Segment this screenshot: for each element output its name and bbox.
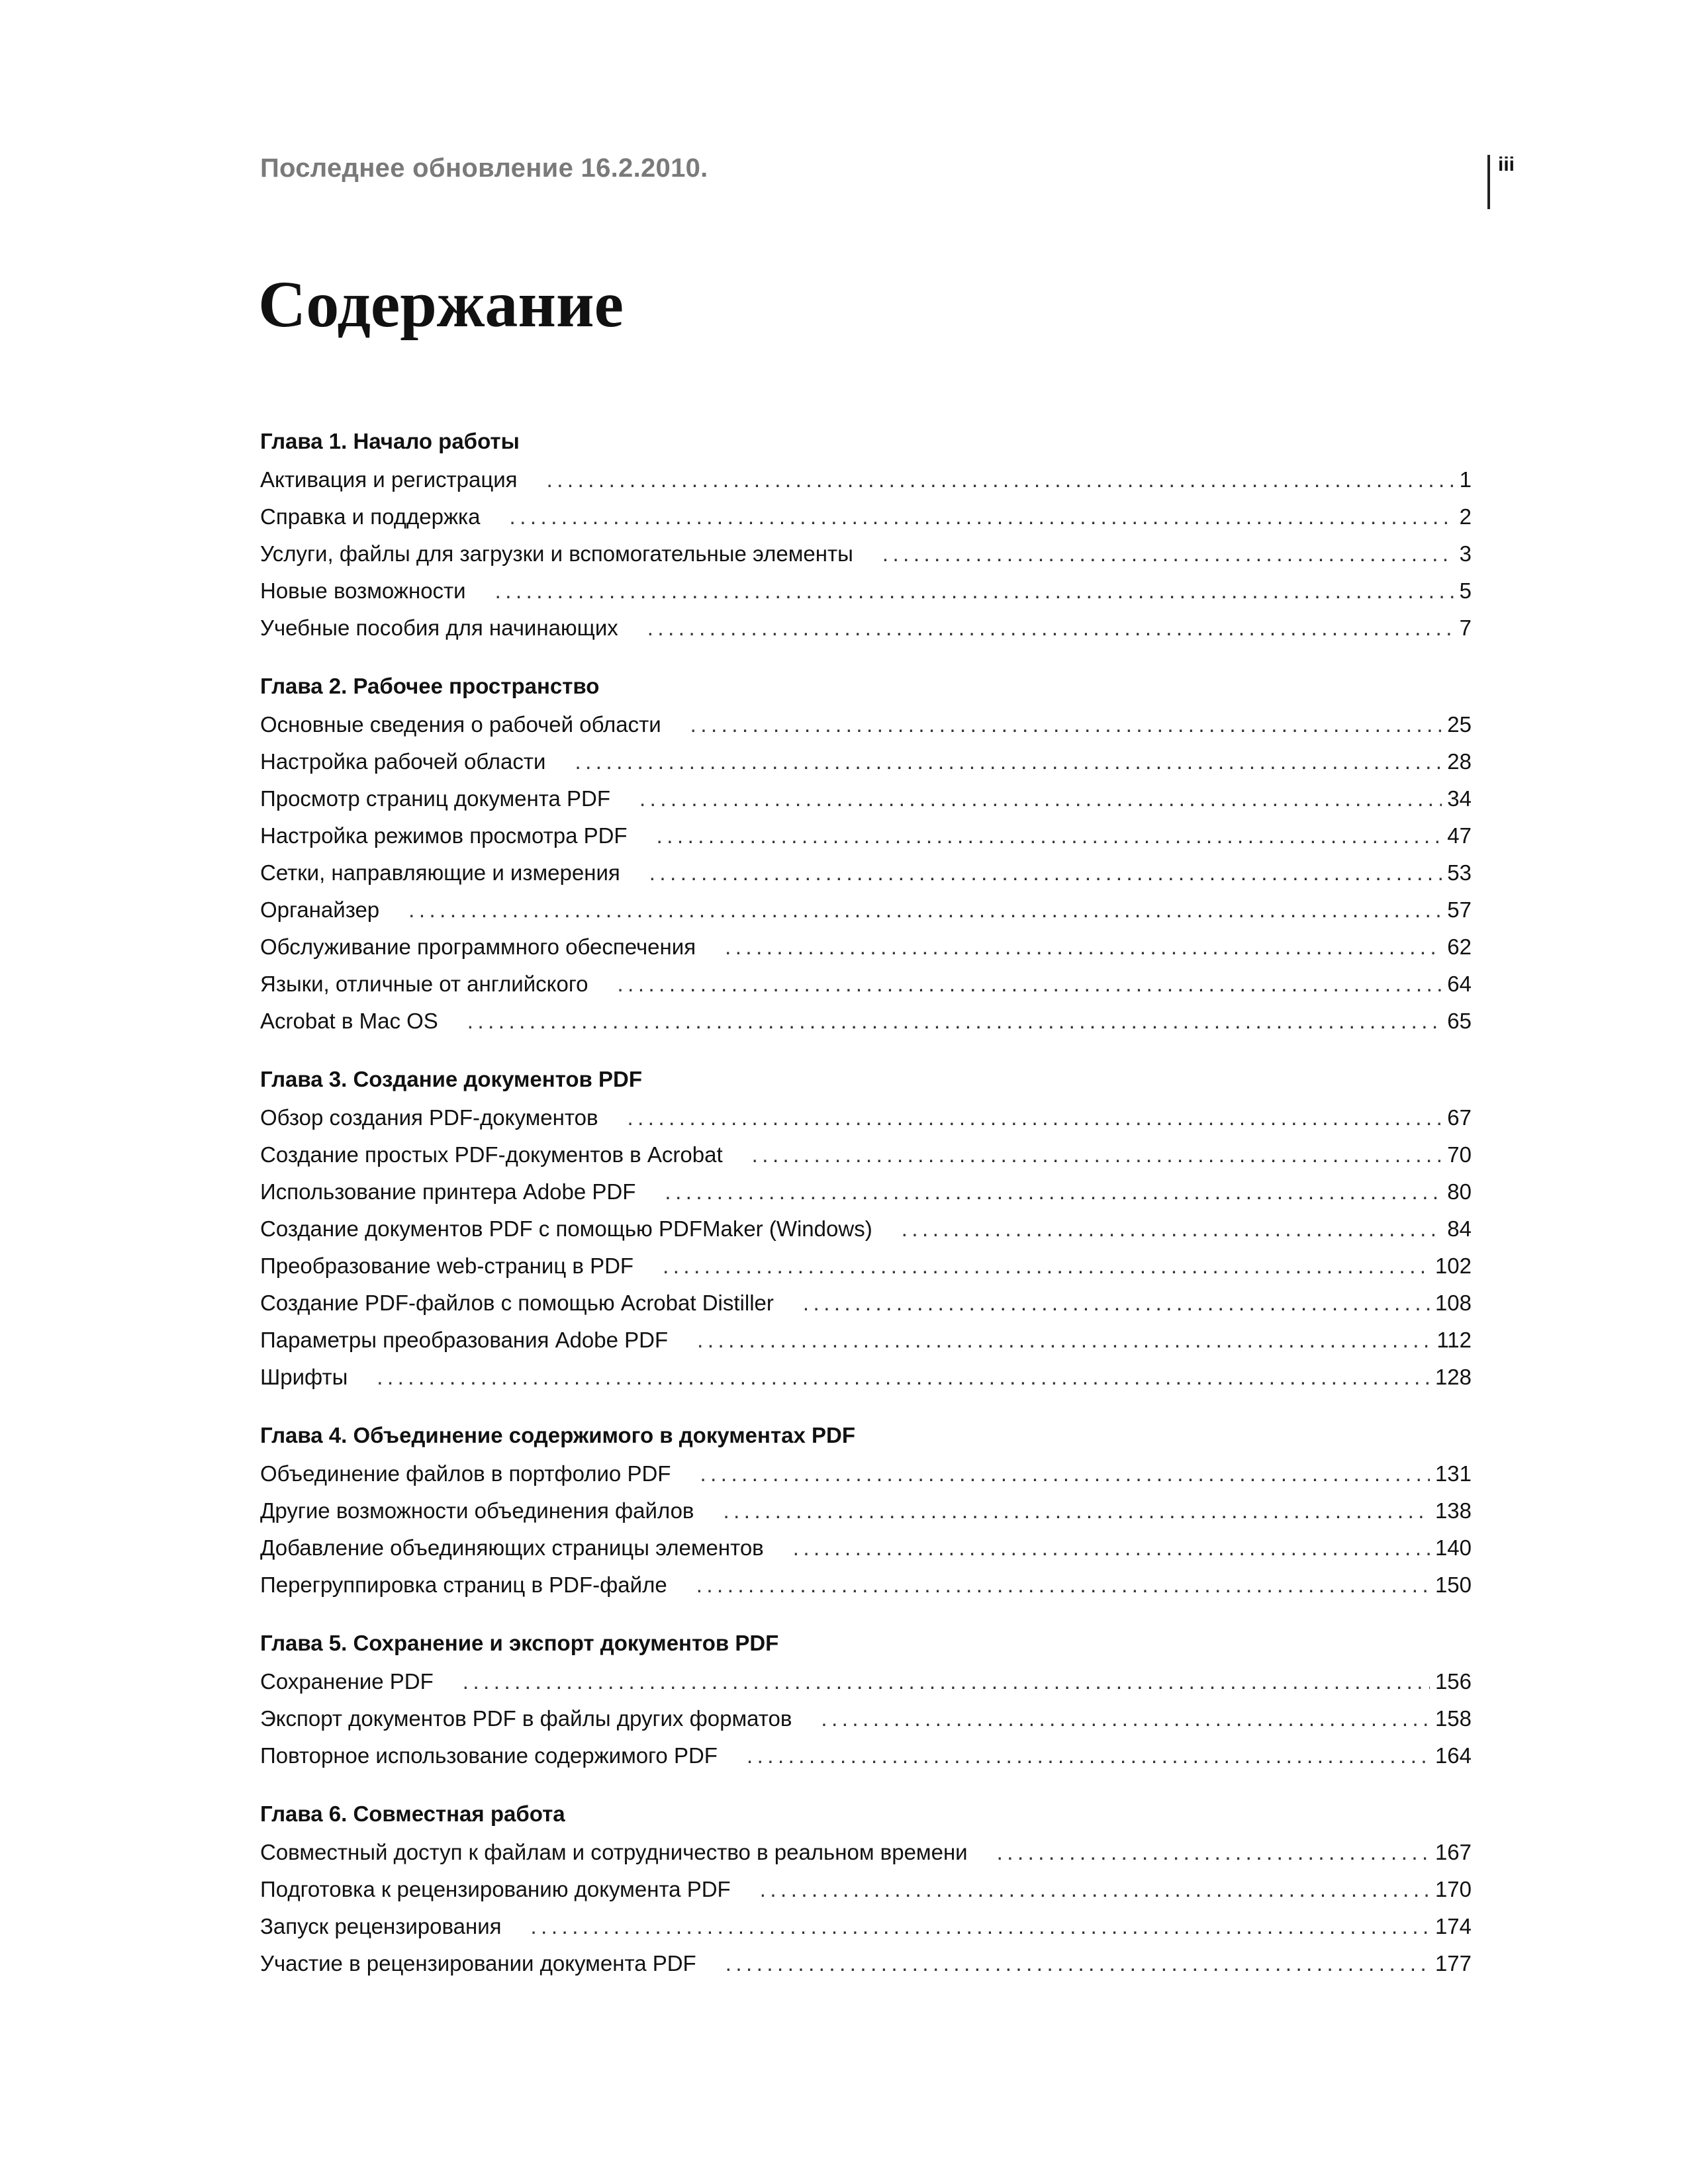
toc-entry[interactable] <box>260 1871 1472 1908</box>
dot-leader <box>510 498 1454 535</box>
toc-entry-page-number: 84 <box>1447 1216 1472 1241</box>
toc-entry[interactable] <box>260 610 1472 647</box>
toc-entry[interactable] <box>260 929 1472 966</box>
toc-entry-page-number: 64 <box>1447 972 1472 996</box>
toc-entry[interactable] <box>260 535 1472 572</box>
toc-entry-label: Совместный доступ к файлам и сотрудничество в реальном времени <box>260 1840 968 1864</box>
toc-entry[interactable] <box>260 706 1472 743</box>
toc-entry[interactable] <box>260 1322 1472 1359</box>
toc-entry-page-number: 7 <box>1459 615 1472 640</box>
toc-entry-label: Настройка режимов просмотра PDF <box>260 823 628 848</box>
dot-leader <box>723 1492 1429 1529</box>
header-rule <box>1487 155 1490 209</box>
toc-entry[interactable] <box>260 743 1472 780</box>
toc-entry[interactable] <box>260 461 1472 498</box>
chapter-title[interactable]: Глава 2. Рабочее пространство <box>260 674 600 698</box>
chapter-section <box>260 1799 1472 1982</box>
toc-entry-label: Acrobat в Mac OS <box>260 1009 438 1033</box>
dot-leader <box>725 929 1442 966</box>
chapter-title[interactable]: Глава 4. Объединение содержимого в документах PDF <box>260 1423 856 1447</box>
toc-entry-page-number: 5 <box>1459 578 1472 603</box>
toc-entry-page-number: 102 <box>1434 1253 1472 1278</box>
dot-leader <box>882 535 1454 572</box>
toc-entry-label: Преобразование web-страниц в PDF <box>260 1253 634 1278</box>
chapter-title[interactable]: Глава 3. Создание документов PDF <box>260 1067 643 1091</box>
toc-entry-page-number: 170 <box>1434 1877 1472 1901</box>
last-update-text: Последнее обновление 16.2.2010. <box>260 154 708 183</box>
toc-entry[interactable] <box>260 1359 1472 1396</box>
toc-entry-page-number: 34 <box>1447 786 1472 811</box>
toc-entry-label: Новые возможности <box>260 578 466 603</box>
toc-entry-label: Языки, отличные от английского <box>260 972 588 996</box>
toc-entry-label: Объединение файлов в портфолио PDF <box>260 1461 671 1486</box>
page-title: Содержание <box>258 267 624 341</box>
toc-entry[interactable] <box>260 1945 1472 1982</box>
dot-leader <box>700 1455 1429 1492</box>
dot-leader <box>649 854 1442 891</box>
toc-entry[interactable] <box>260 1529 1472 1567</box>
dot-leader <box>657 817 1442 854</box>
toc-entry-label: Активация и регистрация <box>260 467 518 492</box>
dot-leader <box>697 1322 1431 1359</box>
chapter-section <box>260 672 1472 1040</box>
dot-leader <box>463 1663 1430 1700</box>
toc-entry[interactable] <box>260 1285 1472 1322</box>
toc-entry[interactable] <box>260 1663 1472 1700</box>
dot-leader <box>547 461 1454 498</box>
dot-leader <box>726 1945 1430 1982</box>
toc-entry[interactable] <box>260 966 1472 1003</box>
toc-entry[interactable] <box>260 854 1472 891</box>
toc-entry-label: Использование принтера Adobe PDF <box>260 1179 636 1204</box>
toc-entry-page-number: 2 <box>1459 504 1472 529</box>
toc-entry-page-number: 131 <box>1434 1461 1472 1486</box>
toc-entry-label: Параметры преобразования Adobe PDF <box>260 1328 669 1352</box>
toc-entry[interactable] <box>260 817 1472 854</box>
toc-entry-page-number: 174 <box>1434 1914 1472 1938</box>
dot-leader <box>467 1003 1442 1040</box>
dot-leader <box>408 891 1442 929</box>
toc-entry[interactable] <box>260 1173 1472 1210</box>
dot-leader <box>747 1737 1430 1774</box>
toc-entry-page-number: 3 <box>1459 541 1472 566</box>
toc-entry[interactable] <box>260 1700 1472 1737</box>
dot-leader <box>627 1099 1442 1136</box>
dot-leader <box>663 1248 1430 1285</box>
chapter-title[interactable]: Глава 5. Сохранение и экспорт документов PDF <box>260 1631 779 1655</box>
toc-entry[interactable] <box>260 1908 1472 1945</box>
dot-leader <box>639 780 1442 817</box>
page-number: iii <box>1498 154 1515 175</box>
dot-leader <box>902 1210 1442 1248</box>
toc-entry-label: Обслуживание программного обеспечения <box>260 934 696 959</box>
dot-leader <box>821 1700 1430 1737</box>
toc-entry-label: Учебные пособия для начинающих <box>260 615 618 640</box>
toc-entry-page-number: 25 <box>1447 712 1472 737</box>
toc-entry-page-number: 156 <box>1434 1669 1472 1694</box>
dot-leader <box>665 1173 1442 1210</box>
toc-entry[interactable] <box>260 1210 1472 1248</box>
dot-leader <box>618 966 1442 1003</box>
toc-entry[interactable] <box>260 498 1472 535</box>
toc-entry-label: Обзор создания PDF-документов <box>260 1105 598 1130</box>
chapter-section <box>260 427 1472 647</box>
toc-entry[interactable] <box>260 1834 1472 1871</box>
chapter-title[interactable]: Глава 1. Начало работы <box>260 429 520 453</box>
dot-leader <box>997 1834 1430 1871</box>
toc-entry-label: Создание простых PDF-документов в Acrobat <box>260 1142 723 1167</box>
toc-entry-label: Создание PDF-файлов с помощью Acrobat Distiller <box>260 1291 774 1315</box>
toc-entry[interactable] <box>260 572 1472 610</box>
dot-leader <box>377 1359 1430 1396</box>
toc-entry-label: Участие в рецензировании документа PDF <box>260 1951 696 1976</box>
toc-entry-page-number: 70 <box>1447 1142 1472 1167</box>
toc-entry-page-number: 150 <box>1434 1572 1472 1597</box>
dot-leader <box>752 1136 1442 1173</box>
toc-entry-label: Перегруппировка страниц в PDF-файле <box>260 1572 667 1597</box>
toc-entry-label: Сохранение PDF <box>260 1669 434 1694</box>
toc-entry-page-number: 53 <box>1447 860 1472 885</box>
toc-entry-page-number: 1 <box>1459 467 1472 492</box>
toc-entry-page-number: 112 <box>1436 1328 1472 1352</box>
toc-entry[interactable] <box>260 1003 1472 1040</box>
toc-entry-label: Основные сведения о рабочей области <box>260 712 661 737</box>
dot-leader <box>760 1871 1430 1908</box>
toc-entry-label: Сетки, направляющие и измерения <box>260 860 620 885</box>
toc-entry-label: Запуск рецензирования <box>260 1914 502 1938</box>
toc-entry-page-number: 167 <box>1434 1840 1472 1864</box>
toc-entry-page-number: 140 <box>1434 1535 1472 1560</box>
toc-entry-label: Добавление объединяющих страницы элементов <box>260 1535 764 1560</box>
toc-entry-label: Экспорт документов PDF в файлы других форматов <box>260 1706 792 1731</box>
toc-entry-page-number: 128 <box>1434 1365 1472 1389</box>
chapter-section <box>260 1421 1472 1604</box>
toc-entry[interactable] <box>260 1099 1472 1136</box>
toc-entry[interactable] <box>260 891 1472 929</box>
toc-entry-label: Услуги, файлы для загрузки и вспомогательные элементы <box>260 541 853 566</box>
toc-entry-page-number: 108 <box>1434 1291 1472 1315</box>
toc-entry-page-number: 57 <box>1447 897 1472 922</box>
dot-leader <box>575 743 1442 780</box>
toc-entry-page-number: 158 <box>1434 1706 1472 1731</box>
toc-entry[interactable] <box>260 1136 1472 1173</box>
toc-entry-page-number: 62 <box>1447 934 1472 959</box>
dot-leader <box>696 1567 1430 1604</box>
toc-entry-label: Создание документов PDF с помощью PDFMaker (Windows) <box>260 1216 872 1241</box>
toc-entry-label: Повторное использование содержимого PDF <box>260 1743 718 1768</box>
toc-entry-page-number: 177 <box>1434 1951 1472 1976</box>
table-of-contents <box>260 427 1472 2007</box>
toc-entry-page-number: 47 <box>1447 823 1472 848</box>
dot-leader <box>793 1529 1430 1567</box>
toc-entry-page-number: 65 <box>1447 1009 1472 1033</box>
toc-entry-page-number: 164 <box>1434 1743 1472 1768</box>
toc-entry-label: Другие возможности объединения файлов <box>260 1498 694 1523</box>
dot-leader <box>803 1285 1430 1322</box>
toc-entry-page-number: 138 <box>1434 1498 1472 1523</box>
toc-entry-page-number: 67 <box>1447 1105 1472 1130</box>
toc-entry[interactable] <box>260 1492 1472 1529</box>
toc-entry[interactable] <box>260 1737 1472 1774</box>
toc-entry-label: Настройка рабочей области <box>260 749 546 774</box>
dot-leader <box>495 572 1454 610</box>
toc-entry[interactable] <box>260 1567 1472 1604</box>
toc-entry-label: Подготовка к рецензированию документа PDF <box>260 1877 731 1901</box>
toc-entry-page-number: 28 <box>1447 749 1472 774</box>
toc-entry-label: Шрифты <box>260 1365 348 1389</box>
chapter-section <box>260 1629 1472 1774</box>
toc-entry-label: Органайзер <box>260 897 380 922</box>
toc-entry[interactable] <box>260 1248 1472 1285</box>
toc-entry-label: Просмотр страниц документа PDF <box>260 786 610 811</box>
toc-entry-page-number: 80 <box>1447 1179 1472 1204</box>
chapter-section <box>260 1065 1472 1396</box>
dot-leader <box>690 706 1442 743</box>
dot-leader <box>647 610 1454 647</box>
toc-entry[interactable] <box>260 780 1472 817</box>
dot-leader <box>531 1908 1430 1945</box>
toc-entry[interactable] <box>260 1455 1472 1492</box>
chapter-title[interactable]: Глава 6. Совместная работа <box>260 1801 565 1826</box>
toc-entry-label: Справка и поддержка <box>260 504 481 529</box>
